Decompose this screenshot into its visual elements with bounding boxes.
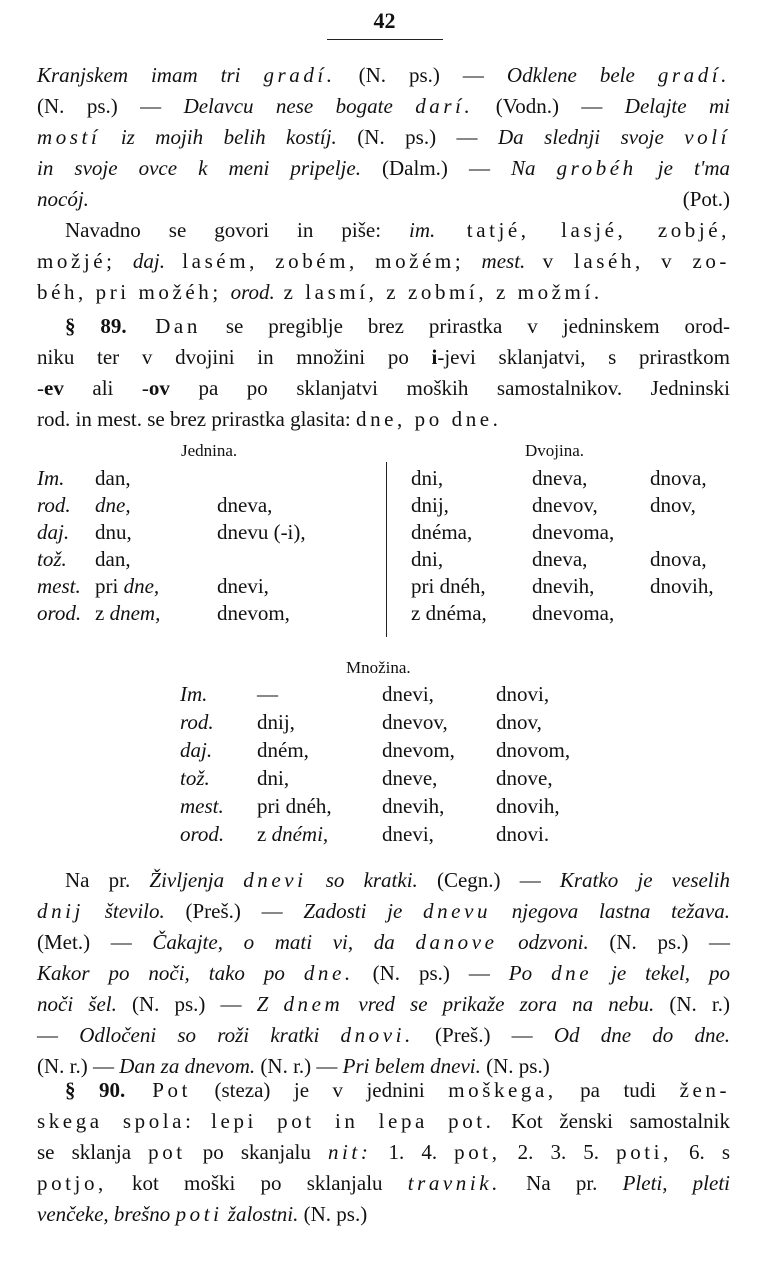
text-run: Delajte mi [624,94,731,118]
text-run: (Vodn.) — [473,94,625,118]
cell-pl2: dnevov, [382,710,448,734]
cell-case: orod. [37,601,82,625]
text-run: Kakor po noči, tako po [37,961,304,985]
text-run: dnevi [243,868,307,892]
text-run: grobéh [556,156,637,180]
text-run: Od dne do dne. [553,1023,731,1047]
text-run: (N. ps.) — [37,94,184,118]
text-run: lasém, zobém, možém; [164,249,482,273]
text-run: gradí. [657,63,730,87]
text-run: ov [148,376,170,400]
dvojina-caption: Dvojina. [525,441,585,460]
cell-case: tož. [37,547,67,571]
intro-paragraph [37,60,730,308]
cell-pl3: dnovi, [496,682,550,706]
text-line [37,153,730,184]
text-run: dnovi. [340,1023,414,1047]
text-run: travnik. [407,1171,501,1195]
cell-case: daj. [180,738,213,762]
cell-du3: dnov, [650,493,696,517]
text-run: niku ter v dvojini in množini po [37,345,432,369]
cell-sg1: pri dne, [95,574,160,598]
text-line [37,989,730,1020]
text-run: tatjé, lasjé, zobjé, [435,218,730,242]
cell-du2: dnevoma, [532,520,615,544]
cell-du2: dnevov, [532,493,598,517]
text-run: dne, po dne. [356,407,502,431]
cell-pl2: dnevih, [382,794,445,818]
text-run: Odklene bele [506,63,658,87]
cell-case: orod. [180,822,225,846]
text-run: Na pr. [65,868,150,892]
text-run: poti [175,1202,223,1226]
text-run: (Pot.) [88,187,730,211]
text-run: dnij [37,899,84,923]
cell-du1: dnij, [411,493,449,517]
text-line [37,1075,730,1106]
text-run: njegova lastna težava. [491,899,730,923]
text-run: število. [83,899,165,923]
cell-pl3: dnove, [496,766,553,790]
cell-du2: dnevoma, [532,601,615,625]
text-run: (Dalm.) — [360,156,512,180]
text-line [37,184,730,215]
text-run: (N. ps.) [298,1202,368,1226]
text-run: daj. [132,249,165,273]
text-line [37,1168,730,1199]
text-run: pot, [454,1140,501,1164]
text-run: Na [511,156,557,180]
text-run [194,1109,211,1133]
text-line [37,60,730,91]
text-run: béh, pri možéh; [37,280,231,304]
text-line [37,342,730,373]
cell-sg2: dnevi, [217,574,269,598]
text-run: se pregiblje brez prirastka v jedninskem orod- [200,314,730,338]
text-run: poti, [616,1140,672,1164]
cell-case: rod. [37,493,71,517]
text-run: dnevu [423,899,492,923]
text-line [37,404,730,435]
text-run: Kratko je veselih [559,868,730,892]
text-run: venčeke, brešno [37,1202,176,1226]
text-run: 2. 3. 5. [500,1140,617,1164]
text-run: skega spola: [37,1109,195,1133]
text-line [37,958,730,989]
text-run: Kot ženski samostalnik [494,1109,730,1133]
text-run: (N. r.) — [37,1054,120,1078]
text-run: darí. [415,94,474,118]
text-run: volí [684,125,731,149]
cell-case: rod. [180,710,214,734]
text-run: Pri belem dnevi. [342,1054,481,1078]
text-run: (N. ps.) [480,1054,550,1078]
cell-du1: z dnéma, [411,601,487,625]
text-run: § 90. [65,1078,126,1102]
text-run: dne [551,961,593,985]
text-run: — [37,1023,80,1047]
examples-paragraph [37,865,730,1082]
text-run: 6. s [671,1140,731,1164]
text-line [37,277,730,308]
text-run: in svoje ovce k meni pripelje. [37,156,361,180]
cell-sg2: dneva, [217,493,273,517]
cell-sg2: dnevom, [217,601,290,625]
text-run: vred se prikaže zora na nebu. [343,992,655,1016]
text-run: Odločeni so roži kratki [79,1023,341,1047]
text-run: nocój. [37,187,89,211]
cell-du2: dneva, [532,466,588,490]
text-line [37,246,730,277]
text-run: Dan [126,314,201,338]
text-run: Navadno se govori in piše: [65,218,409,242]
cell-sg1: dne, [95,493,131,517]
cell-pl1: — [257,682,278,706]
text-run: dne. [303,961,354,985]
text-run: (N. ps.) — [335,63,507,87]
text-run: lepi pot in lepa pot. [211,1109,495,1133]
text-run: (Met.) — [37,930,153,954]
text-line [37,1020,730,1051]
cell-pl1: z dnémi, [257,822,329,846]
text-run: mest. [481,249,526,273]
text-run: mostí [37,125,101,149]
text-line [37,122,730,153]
column-divider [386,462,387,637]
section-89-paragraph [37,311,730,435]
text-run: (steza) je v jednini [190,1078,449,1102]
text-line [37,215,730,246]
text-run: im. [409,218,436,242]
cell-pl2: dnevi, [382,822,434,846]
cell-pl3: dnovi. [496,822,550,846]
text-run: (N. r.) — [255,1054,343,1078]
text-run: orod. [230,280,275,304]
text-run: - [37,376,44,400]
text-run: Na pr. [501,1171,623,1195]
text-run: (Preš.) — [413,1023,554,1047]
text-run: § 89. [65,314,127,338]
text-run: (N. ps.) — [588,930,731,954]
text-run: Delavcu nese bogate [183,94,416,118]
text-run: z lasmí, z zobmí, z možmí. [274,280,603,304]
text-line [37,1199,730,1230]
cell-du1: dni, [411,547,444,571]
text-line [37,91,730,122]
cell-case: mest. [37,574,81,598]
text-run: Zadosti je [303,899,424,923]
text-run: žalostni. [222,1202,299,1226]
text-line [37,311,730,342]
cell-pl1: pri dnéh, [257,794,332,818]
text-run: Kranjskem imam tri [37,63,264,87]
page-number: 42 [373,8,396,33]
cell-du1: dnéma, [411,520,473,544]
text-run: so kratki. [306,868,418,892]
text-run: možjé; [37,249,133,273]
text-line [37,927,730,958]
text-run: -jevi sklanjatvi, s prirastkom [437,345,730,369]
text-run: (N. r.) [654,992,730,1016]
text-line [37,865,730,896]
text-line [37,1106,730,1137]
cell-case: mest. [180,794,224,818]
text-run: noči šel. [37,992,117,1016]
page-number-rule [327,39,443,40]
text-run: rod. in mest. se brez prirastka glasita: [37,407,356,431]
text-run: ev [44,376,64,400]
cell-pl2: dnevi, [382,682,434,706]
text-run: Življenja [149,868,244,892]
text-run: 1. 4. [371,1140,455,1164]
text-run: se sklanja [37,1140,149,1164]
cell-case: Im. [180,682,208,706]
cell-du2: dneva, [532,547,588,571]
text-run: Pot [125,1078,191,1102]
text-run: Pleti, pleti [622,1171,730,1195]
text-run: potjo, [37,1171,107,1195]
text-run: (Cegn.) — [417,868,560,892]
text-run: (N. ps.) — [336,125,499,149]
text-run: Da slednji svoje [498,125,685,149]
text-run: kot moški po sklanjalu [106,1171,408,1195]
text-run: dnem [283,992,344,1016]
text-run: po skanjalu [185,1140,328,1164]
cell-sg1: z dnem, [95,601,161,625]
text-run: je t'ma [636,156,730,180]
cell-pl2: dneve, [382,766,438,790]
text-run: (Preš.) — [164,899,304,923]
cell-sg1: dan, [95,547,131,571]
text-run: danove [415,930,498,954]
text-run: pa tudi [556,1078,680,1102]
text-run: pot [148,1140,186,1164]
cell-case: Im. [37,466,65,490]
text-run: Z [256,992,284,1016]
text-run: i [431,345,438,369]
cell-du2: dnevih, [532,574,595,598]
cell-sg1: dnu, [95,520,132,544]
cell-sg1: dan, [95,466,131,490]
text-run: iz mojih belih kostíj. [100,125,337,149]
cell-pl1: dném, [257,738,309,762]
cell-case: tož. [180,766,210,790]
text-run: (N. ps.) — [353,961,509,985]
text-run: Po [508,961,552,985]
section-90-paragraph [37,1075,730,1230]
text-run: (N. ps.) — [116,992,257,1016]
text-run: moškega, [448,1078,557,1102]
text-line [37,896,730,927]
cell-pl3: dnovih, [496,794,560,818]
cell-sg2: dnevu (-i), [217,520,306,544]
text-line [37,373,730,404]
cell-du1: dni, [411,466,444,490]
cell-pl2: dnevom, [382,738,455,762]
text-run: ali - [63,376,149,400]
cell-pl1: dnij, [257,710,295,734]
cell-du3: dnova, [650,466,707,490]
text-run: nit: [327,1140,372,1164]
cell-pl3: dnov, [496,710,542,734]
jednina-caption: Jednina. [181,441,238,460]
cell-pl1: dni, [257,766,290,790]
cell-du3: dnovih, [650,574,714,598]
mnozina-caption: Množina. [346,658,411,677]
text-run: žen- [679,1078,731,1102]
text-run: Dan za dnevom. [119,1054,256,1078]
text-line [37,1137,730,1168]
text-run: Čakajte, o mati vi, da [152,930,416,954]
text-run: v laséh, v zo- [525,249,730,273]
cell-case: daj. [37,520,70,544]
text-run: je tekel, po [592,961,730,985]
cell-pl3: dnovom, [496,738,571,762]
cell-du3: dnova, [650,547,707,571]
text-run: pa po sklanjatvi moških samostalnikov. Jedninski [169,376,731,400]
text-run: gradí. [263,63,336,87]
cell-du1: pri dnéh, [411,574,486,598]
text-run: odzvoni. [497,930,589,954]
